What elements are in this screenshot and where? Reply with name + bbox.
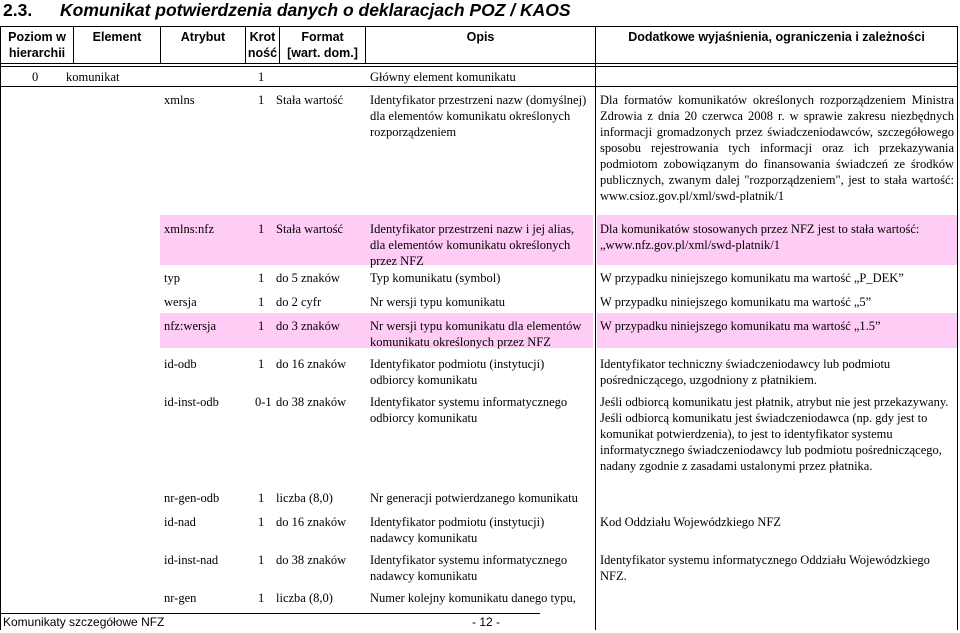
cell-description: Główny element komunikatu [370,70,516,84]
col-header-format [280,29,365,61]
footer-document-name: Komunikaty szczegółowe NFZ [3,615,165,629]
cell-format: do 5 znaków [276,271,340,285]
cell-description: Identyfikator przestrzeni nazw (domyślnej) dla elementów komunikatu określonych rozporządzeniem [370,93,587,139]
cell-cardinality: 1 [258,93,265,107]
cell-cardinality: 1 [258,591,265,605]
col-header-description: Opis [466,30,495,44]
section-heading [3,0,571,20]
section-number: 2.3. [3,0,33,20]
col-header-attribute: Atrybut [180,30,226,44]
cell-element: komunikat [66,70,120,84]
cell-attribute: id-inst-nad [164,553,219,567]
cell-format: liczba (8,0) [276,591,333,605]
cell-description: Identyfikator przestrzeni nazw i jej alias, dla elementów komunikatu określonych przez NFZ [370,222,575,268]
cell-cardinality: 1 [258,70,265,84]
cell-description: Nr wersji typu komunikatu dla elementów komunikatu określonych przez NFZ [370,319,582,349]
cell-cardinality: 1 [258,515,265,529]
row-divider [0,86,958,87]
col-header-notes: Dodatkowe wyjaśnienia, ograniczenia i zależności [628,30,925,44]
cell-format: do 38 znaków [276,395,347,409]
cell-attribute: nfz:wersja [164,319,217,333]
table-border-top [0,26,958,27]
cell-format: Stała wartość [276,93,343,107]
cell-notes: W przypadku niniejszego komunikatu ma wartość „5” [600,295,872,309]
header-divider [0,63,958,64]
col-header-level-line: Poziom w [8,30,66,44]
cell-notes: W przypadku niniejszego komunikatu ma wartość „P_DEK” [600,271,904,285]
cell-attribute: nr-gen-odb [164,491,220,505]
cell-notes: Dla komunikatów stosowanych przez NFZ jest to stała wartość: „www.nfz.gov.pl/xml/swd-platnik/1 [600,222,920,252]
cell-level: 0 [32,70,39,84]
cell-description: Nr wersji typu komunikatu [370,295,506,309]
cell-attribute: xmlns [164,93,195,107]
cell-format: do 38 znaków [276,553,347,567]
cell-cardinality: 1 [258,357,265,371]
cell-format: do 3 znaków [276,319,340,333]
col-header-format-line: [wart. dom.] [287,46,358,60]
footer-page-number: - 12 - [472,615,501,629]
cell-cardinality: 1 [258,222,265,236]
cell-format: liczba (8,0) [276,491,333,505]
cell-format: Stała wartość [276,222,343,236]
cell-format: do 2 cyfr [276,295,322,309]
col-header-format-line: Format [301,30,344,44]
header-col-sep [595,26,596,630]
cell-attribute: nr-gen [164,591,197,605]
cell-notes: Kod Oddziału Wojewódzkiego NFZ [600,515,782,529]
col-header-level-line: hierarchii [8,46,66,60]
table-border-left [0,26,1,630]
col-header-element: Element [92,30,142,44]
cell-format: do 16 znaków [276,357,347,371]
cell-description: Identyfikator podmiotu (instytucji) nadawcy komunikatu [370,515,545,545]
cell-cardinality: 0-1 [255,395,272,409]
header-divider [0,66,958,67]
cell-notes: W przypadku niniejszego komunikatu ma wartość „1.5” [600,319,881,333]
cell-description: Identyfikator systemu informatycznego nadawcy komunikatu [370,553,568,583]
cell-cardinality: 1 [258,295,265,309]
cell-description: Typ komunikatu (symbol) [370,271,501,285]
cell-cardinality: 1 [258,553,265,567]
section-title: Komunikat potwierdzenia danych o deklaracjach POZ / KAOS [60,0,571,20]
cell-attribute: id-nad [164,515,196,529]
cell-description: Nr generacji potwierdzanego komunikatu [370,491,578,505]
cell-cardinality: 1 [258,271,265,285]
cell-cardinality: 1 [258,319,265,333]
cell-notes: Jeśli odbiorcą komunikatu jest płatnik, atrybut nie jest przekazywany. Jeśli odbiorcą komunikatu jest świadczeniodawca (np. gdy jest to komunikat potwierdzenia), to jest to identyfikator systemu informatycznego świadczeniodawcy lub podmiotu pośredniczącego, nadany zgodnie z zasadami ustalonymi przez płatnika. [600,395,949,473]
cell-attribute: id-inst-odb [164,395,219,409]
table-border-right [957,26,958,630]
cell-description: Identyfikator podmiotu (instytucji) odbiorcy komunikatu [370,357,545,387]
col-header-cardinality [246,29,279,61]
cell-format: do 16 znaków [276,515,347,529]
cell-attribute: id-odb [164,357,197,371]
cell-description: Identyfikator systemu informatycznego odbiorcy komunikatu [370,395,568,425]
col-header-cardinality-line: Krot [249,30,276,44]
col-header-level [1,29,73,61]
cell-attribute: typ [164,271,180,285]
col-header-cardinality-line: ność [247,46,278,60]
cell-attribute: xmlns:nfz [164,222,214,236]
cell-notes: Dla formatów komunikatów określonych rozporządzeniem Ministra Zdrowia z dnia 20 czerwca 2008 r. w sprawie zakresu niezbędnych informacji gromadzonych przez świadczeniodawców, szczegółowego sposobu rejestrowania tych informacji oraz ich przekazywania podmiotom zobowiązanym do finansowania świadczeń ze środków publicznych, zwanym dalej "rozporządzeniem", jest to stała wartość: www.csioz.gov.pl/xml/swd-platnik/1 [600,93,954,203]
message-structure-table [0,26,958,630]
cell-notes: Identyfikator systemu informatycznego Oddziału Wojewódzkiego NFZ. [600,553,930,583]
cell-notes: Identyfikator techniczny świadczeniodawcy lub podmiotu pośredniczącego, uzgodniony z płatnikiem. [600,357,891,387]
cell-attribute: wersja [164,295,197,309]
cell-description: Numer kolejny komunikatu danego typu, [370,591,576,605]
cell-cardinality: 1 [258,491,265,505]
